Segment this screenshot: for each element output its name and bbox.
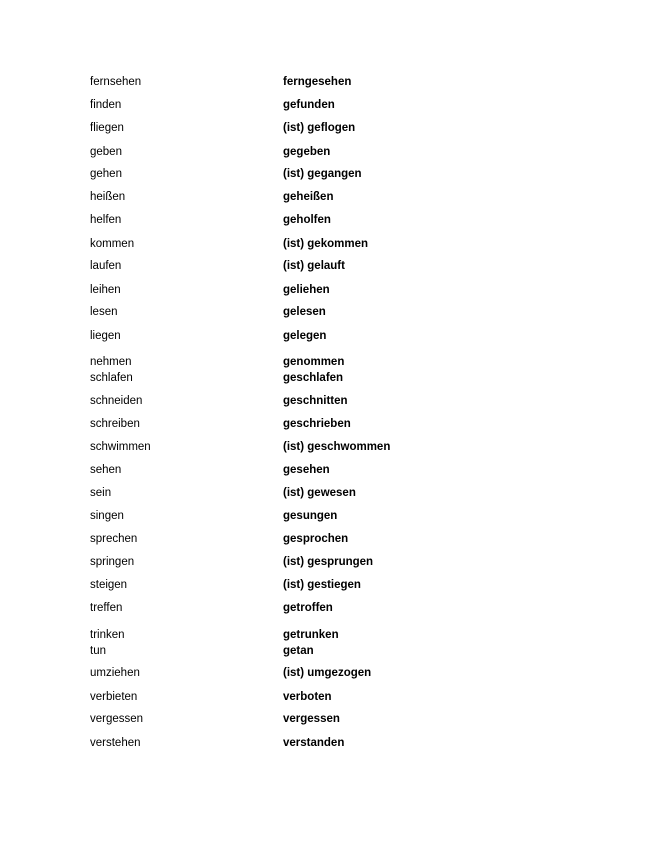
verb-row <box>0 554 655 570</box>
verb-row <box>0 577 655 593</box>
past-participle: geliehen <box>283 284 330 296</box>
infinitive: schneiden <box>90 395 143 407</box>
infinitive: finden <box>90 99 122 111</box>
past-participle: gesprochen <box>283 533 349 545</box>
verb-row <box>0 393 655 409</box>
infinitive: trinken <box>90 629 125 641</box>
infinitive: schlafen <box>90 372 133 384</box>
verb-row <box>0 212 655 228</box>
infinitive: leihen <box>90 284 121 296</box>
verb-row <box>0 508 655 524</box>
verb-row <box>0 74 655 90</box>
verb-row <box>0 485 655 501</box>
past-participle: (ist) gewesen <box>283 487 356 499</box>
infinitive: sehen <box>90 464 122 476</box>
past-participle: (ist) gekommen <box>283 238 368 250</box>
verb-row <box>0 354 655 370</box>
verb-row <box>0 328 655 344</box>
verb-row <box>0 643 655 659</box>
verb-row <box>0 304 655 320</box>
past-participle: ferngesehen <box>283 76 352 88</box>
past-participle: getrunken <box>283 629 339 641</box>
past-participle: getroffen <box>283 602 333 614</box>
past-participle: vergessen <box>283 713 340 725</box>
verb-row <box>0 166 655 182</box>
past-participle: (ist) gesprungen <box>283 556 374 568</box>
past-participle: genommen <box>283 356 345 368</box>
verb-row <box>0 97 655 113</box>
past-participle: (ist) gegangen <box>283 168 362 180</box>
infinitive: sprechen <box>90 533 138 545</box>
infinitive: lesen <box>90 306 118 318</box>
past-participle: geschrieben <box>283 418 351 430</box>
verb-row <box>0 600 655 616</box>
infinitive: verstehen <box>90 737 141 749</box>
past-participle: getan <box>283 645 314 657</box>
past-participle: verstanden <box>283 737 345 749</box>
past-participle: geschlafen <box>283 372 344 384</box>
past-participle: (ist) umgezogen <box>283 667 372 679</box>
infinitive: verbieten <box>90 691 138 703</box>
past-participle: gegeben <box>283 146 331 158</box>
past-participle: gelesen <box>283 306 326 318</box>
infinitive: springen <box>90 556 135 568</box>
infinitive: nehmen <box>90 356 132 368</box>
verb-row <box>0 689 655 705</box>
infinitive: sein <box>90 487 112 499</box>
verb-row <box>0 439 655 455</box>
verb-row <box>0 144 655 160</box>
past-participle: (ist) geschwommen <box>283 441 391 453</box>
infinitive: vergessen <box>90 713 144 725</box>
verb-row <box>0 416 655 432</box>
past-participle: (ist) gestiegen <box>283 579 361 591</box>
infinitive: fernsehen <box>90 76 142 88</box>
infinitive: heißen <box>90 191 126 203</box>
infinitive: schwimmen <box>90 441 151 453</box>
past-participle: geheißen <box>283 191 334 203</box>
verb-row <box>0 120 655 136</box>
past-participle: gelegen <box>283 330 327 342</box>
infinitive: fliegen <box>90 122 124 134</box>
infinitive: singen <box>90 510 124 522</box>
verb-row <box>0 282 655 298</box>
past-participle: geschnitten <box>283 395 348 407</box>
infinitive: tun <box>90 645 106 657</box>
verb-row <box>0 665 655 681</box>
infinitive: schreiben <box>90 418 140 430</box>
infinitive: helfen <box>90 214 122 226</box>
verb-row <box>0 370 655 386</box>
infinitive: gehen <box>90 168 122 180</box>
verb-row <box>0 735 655 751</box>
past-participle: (ist) geflogen <box>283 122 356 134</box>
verb-row <box>0 189 655 205</box>
infinitive: geben <box>90 146 122 158</box>
verb-row <box>0 236 655 252</box>
infinitive: umziehen <box>90 667 140 679</box>
past-participle: verboten <box>283 691 332 703</box>
infinitive: kommen <box>90 238 135 250</box>
infinitive: treffen <box>90 602 123 614</box>
past-participle: geholfen <box>283 214 331 226</box>
infinitive: steigen <box>90 579 128 591</box>
past-participle: gefunden <box>283 99 335 111</box>
verb-row <box>0 462 655 478</box>
verb-row <box>0 711 655 727</box>
verb-row <box>0 258 655 274</box>
past-participle: gesehen <box>283 464 330 476</box>
past-participle: gesungen <box>283 510 338 522</box>
verb-row <box>0 627 655 643</box>
verb-row <box>0 531 655 547</box>
infinitive: laufen <box>90 260 122 272</box>
infinitive: liegen <box>90 330 121 342</box>
past-participle: (ist) gelauft <box>283 260 345 272</box>
